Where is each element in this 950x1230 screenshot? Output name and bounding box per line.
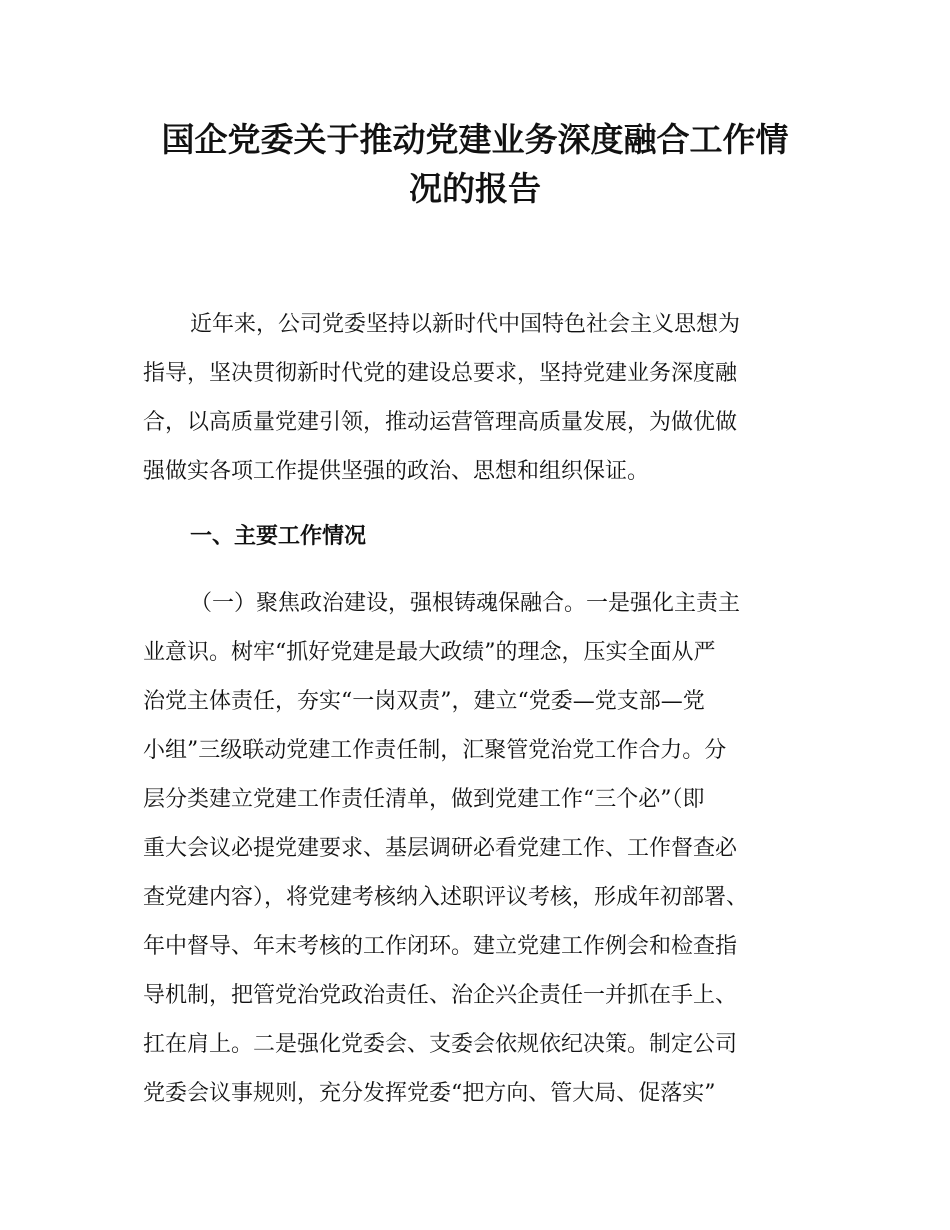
body-paragraph-line: 治党主体责任，夯实“一岗双责”，建立“党委—党支部—党	[143, 689, 705, 714]
body-paragraph-line: 小组”三级联动党建工作责任制，汇聚管党治党工作合力。分	[143, 738, 727, 763]
body-paragraph-line: 党委会议事规则，充分发挥党委“把方向、管大局、促落实”	[143, 1081, 716, 1106]
intro-paragraph-line: 近年来，公司党委坚持以新时代中国特色社会主义思想为	[190, 312, 741, 337]
intro-paragraph-line: 指导，坚决贯彻新时代党的建设总要求，坚持党建业务深度融	[143, 361, 738, 386]
body-paragraph-line: 重大会议必提党建要求、基层调研必看党建工作、工作督查必	[143, 836, 738, 861]
document-title-line-2: 况的报告	[409, 169, 541, 208]
intro-paragraph-line: 合，以高质量党建引领，推动运营管理高质量发展，为做优做	[143, 410, 738, 435]
body-paragraph-line: 业意识。树牢“抓好党建是最大政绩”的理念，压实全面从严	[143, 640, 716, 665]
body-paragraph-line: （一）聚焦政治建设，强根铸魂保融合。一是强化主责主	[190, 591, 741, 616]
intro-paragraph-line: 强做实各项工作提供坚强的政治、思想和组织保证。	[143, 459, 650, 484]
document-title-line-1: 国企党委关于推动党建业务深度融合工作情	[161, 120, 789, 159]
body-paragraph-line: 导机制，把管党治党政治责任、治企兴企责任一并抓在手上、	[143, 983, 738, 1008]
section-heading: 一、主要工作情况	[190, 524, 367, 549]
body-paragraph-line: 年中督导、年末考核的工作闭环。建立党建工作例会和检查指	[143, 934, 738, 959]
body-paragraph-line: 层分类建立党建工作责任清单，做到党建工作“三个必”（即	[143, 787, 705, 812]
body-paragraph-line: 查党建内容），将党建考核纳入述职评议考核，形成年初部署、	[143, 885, 749, 910]
body-paragraph-line: 扛在肩上。二是强化党委会、支委会依规依纪决策。制定公司	[143, 1032, 738, 1057]
